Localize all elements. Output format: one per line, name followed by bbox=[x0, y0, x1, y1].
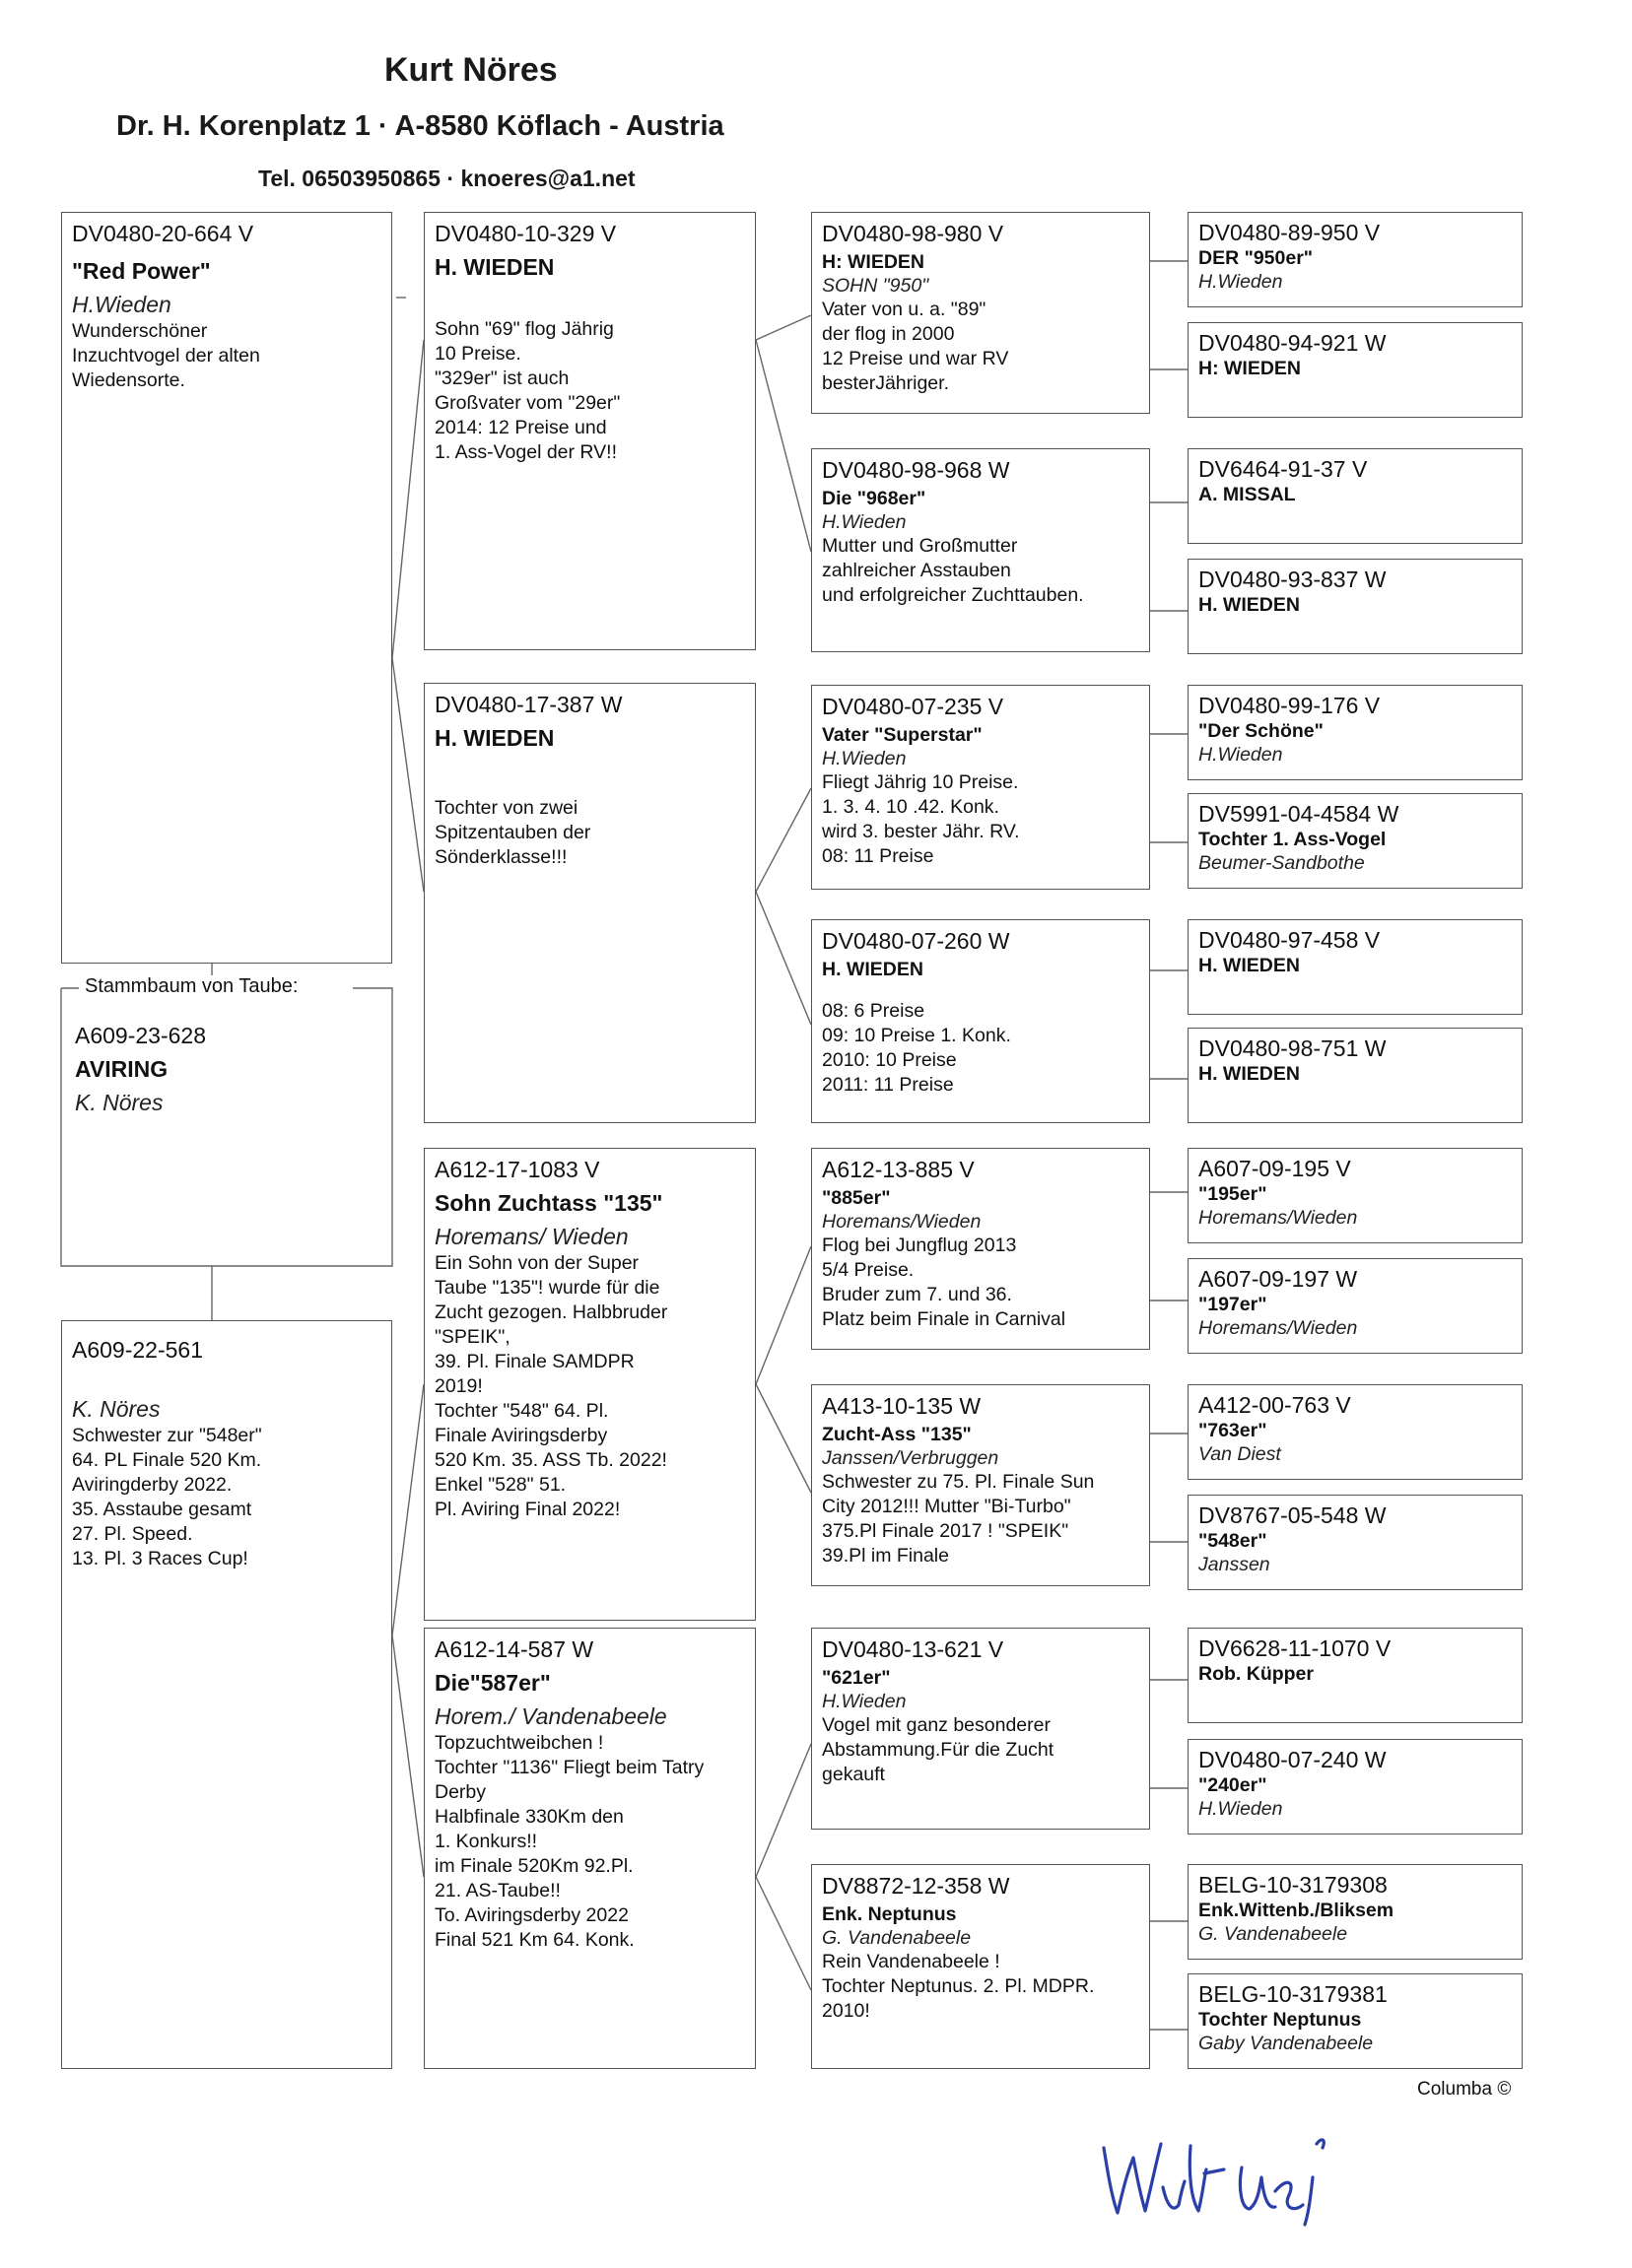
pigeon-name: Sohn Zuchtass "135" bbox=[435, 1190, 663, 1216]
pigeon-name: A. MISSAL bbox=[1198, 484, 1296, 505]
breeder: Van Diest bbox=[1198, 1443, 1281, 1465]
breeder: K. Nöres bbox=[72, 1396, 161, 1422]
ring-number: BELG-10-3179381 bbox=[1198, 1981, 1388, 2007]
ring-number: DV0480-17-387 W bbox=[435, 692, 623, 717]
breeder: G. Vandenabeele bbox=[822, 1927, 972, 1949]
ring-number: A413-10-135 W bbox=[822, 1393, 982, 1419]
pigeon-name: "195er" bbox=[1198, 1183, 1267, 1205]
ring-number: DV0480-07-240 W bbox=[1198, 1747, 1387, 1772]
great-grandparent-card bbox=[811, 212, 1150, 414]
note: 08: 6 Preise 09: 10 Preise 1. Konk. 2010: 10 Preise 2011: 11 Preise bbox=[822, 1000, 1011, 1096]
ring-number: DV0480-07-260 W bbox=[822, 928, 1010, 954]
note: Tochter von zwei Spitzentauben der Sönderklasse!!! bbox=[435, 797, 591, 868]
gen4-card bbox=[1188, 919, 1523, 1015]
ring-number: DV8872-12-358 W bbox=[822, 1873, 1010, 1899]
breeder: H.Wieden bbox=[822, 511, 907, 533]
ring-number: DV0480-98-980 V bbox=[822, 221, 1004, 246]
gen4-card bbox=[1188, 793, 1523, 889]
pigeon-name: "885er" bbox=[822, 1187, 891, 1209]
note: Fliegt Jährig 10 Preise. 1. 3. 4. 10 .42. Konk. wird 3. bester Jähr. RV. 08: 11 Preise bbox=[822, 771, 1020, 867]
note: Vater von u. a. "89" der flog in 2000 12 Preise und war RV besterJähriger. bbox=[822, 299, 1009, 394]
pigeon-name: Vater "Superstar" bbox=[822, 724, 983, 746]
breeder: Gaby Vandenabeele bbox=[1198, 2033, 1374, 2054]
grandparent-card bbox=[424, 212, 756, 650]
pigeon-name: "548er" bbox=[1198, 1530, 1267, 1552]
gen4-card bbox=[1188, 1973, 1523, 2069]
pigeon-name: Die"587er" bbox=[435, 1670, 551, 1696]
gen4-card bbox=[1188, 448, 1523, 544]
ring-number: DV0480-89-950 V bbox=[1198, 220, 1381, 245]
ring-number: DV8767-05-548 W bbox=[1198, 1502, 1387, 1528]
subject-card bbox=[65, 1015, 388, 1261]
note: Rein Vandenabeele ! Tochter Neptunus. 2. Pl. MDPR. 2010! bbox=[822, 1951, 1095, 2022]
ring-number: DV6628-11-1070 V bbox=[1198, 1635, 1392, 1661]
grandparent-card bbox=[424, 1628, 756, 2069]
pigeon-name: H. WIEDEN bbox=[435, 254, 555, 280]
breeder: H.Wieden bbox=[1198, 744, 1283, 766]
note: Sohn "69" flog Jährig 10 Preise. "329er" ist auch Großvater vom "29er" 2014: 12 Preise und 1. Ass-Vogel der RV!! bbox=[435, 318, 621, 463]
breeder: Horemans/Wieden bbox=[822, 1211, 982, 1233]
breeder: G. Vandenabeele bbox=[1198, 1923, 1348, 1945]
great-grandparent-card bbox=[811, 1628, 1150, 1830]
great-grandparent-card bbox=[811, 448, 1150, 652]
gen4-card bbox=[1188, 1739, 1523, 1834]
pigeon-name: H. WIEDEN bbox=[1198, 955, 1300, 976]
ring-number: DV0480-98-968 W bbox=[822, 457, 1010, 483]
handwritten-signature bbox=[1094, 2118, 1350, 2227]
ring-number: DV0480-98-751 W bbox=[1198, 1035, 1387, 1061]
copyright-label: Columba © bbox=[1417, 2079, 1512, 2100]
pigeon-name: Tochter 1. Ass-Vogel bbox=[1198, 829, 1387, 850]
pigeon-name: "Red Power" bbox=[72, 258, 211, 284]
ring-number: DV0480-07-235 V bbox=[822, 694, 1004, 719]
gen4-card bbox=[1188, 1148, 1523, 1243]
note: Schwester zu 75. Pl. Finale Sun City 2012!!! Mutter "Bi-Turbo" 375.Pl Finale 2017 ! "SPEIK" 39.Pl im Finale bbox=[822, 1471, 1095, 1567]
pigeon-name: H. WIEDEN bbox=[1198, 1063, 1300, 1085]
gen4-card bbox=[1188, 1028, 1523, 1123]
pigeon-name: "197er" bbox=[1198, 1294, 1267, 1315]
ring-number: DV0480-97-458 V bbox=[1198, 927, 1381, 953]
breeder: K. Nöres bbox=[75, 1090, 164, 1115]
ring-number: A609-23-628 bbox=[75, 1023, 206, 1048]
pigeon-name: "240er" bbox=[1198, 1774, 1267, 1796]
breeder: Horemans/ Wieden bbox=[435, 1224, 629, 1249]
note: Wunderschöner Inzuchtvogel der alten Wiedensorte. bbox=[72, 320, 260, 391]
gen4-card bbox=[1188, 1628, 1523, 1723]
breeder: H.Wieden bbox=[822, 748, 907, 769]
great-grandparent-card bbox=[811, 1384, 1150, 1586]
breeder: Horem./ Vandenabeele bbox=[435, 1703, 667, 1729]
pigeon-name: AVIRING bbox=[75, 1056, 169, 1082]
gen4-card bbox=[1188, 322, 1523, 418]
pigeon-name: Enk.Wittenb./Bliksem bbox=[1198, 1900, 1394, 1921]
ring-number: DV0480-93-837 W bbox=[1198, 567, 1387, 592]
owner-name: Kurt Nöres bbox=[384, 51, 558, 89]
breeder: H.Wieden bbox=[822, 1691, 907, 1712]
great-grandparent-card bbox=[811, 1864, 1150, 2069]
grandparent-card bbox=[424, 1148, 756, 1621]
pigeon-name: H. WIEDEN bbox=[1198, 594, 1300, 616]
pigeon-name: H: WIEDEN bbox=[1198, 358, 1301, 379]
ring-number: DV6464-91-37 V bbox=[1198, 456, 1368, 482]
owner-address: Dr. H. Korenplatz 1 · A-8580 Köflach - Austria bbox=[116, 110, 724, 142]
pigeon-name: Rob. Küpper bbox=[1198, 1663, 1314, 1685]
note: Vogel mit ganz besonderer Abstammung.Für die Zucht gekauft bbox=[822, 1714, 1054, 1785]
note: Flog bei Jungflug 2013 5/4 Preise. Bruder zum 7. und 36. Platz beim Finale in Carnival bbox=[822, 1234, 1066, 1330]
ring-number: A607-09-195 V bbox=[1198, 1156, 1351, 1181]
pigeon-name: DER "950er" bbox=[1198, 247, 1314, 269]
breeder: Janssen/Verbruggen bbox=[822, 1447, 999, 1469]
breeder: H.Wieden bbox=[1198, 1798, 1283, 1820]
ring-number: DV0480-94-921 W bbox=[1198, 330, 1387, 356]
breeder: Horemans/Wieden bbox=[1198, 1207, 1358, 1229]
ring-number: A612-17-1083 V bbox=[435, 1157, 600, 1182]
breeder: SOHN "950" bbox=[822, 275, 929, 297]
note: Topzuchtweibchen ! Tochter "1136" Fliegt beim Tatry Derby Halbfinale 330Km den 1. Konkurs!! im Finale 520Km 92.Pl. 21. AS-Taube!! To. Aviringsderby 2022 Final 521 Km 64. Konk. bbox=[435, 1732, 705, 1951]
ring-number: A609-22-561 bbox=[72, 1337, 203, 1363]
pigeon-name: Enk. Neptunus bbox=[822, 1903, 957, 1925]
mother-card bbox=[61, 1320, 392, 2069]
ring-number: DV5991-04-4584 W bbox=[1198, 801, 1399, 827]
ring-number: DV0480-13-621 V bbox=[822, 1636, 1004, 1662]
gen4-card bbox=[1188, 1258, 1523, 1354]
ring-number: BELG-10-3179308 bbox=[1198, 1872, 1388, 1898]
ring-number: DV0480-10-329 V bbox=[435, 221, 617, 246]
pigeon-name: Zucht-Ass "135" bbox=[822, 1424, 972, 1445]
gen4-card bbox=[1188, 1495, 1523, 1590]
breeder: H.Wieden bbox=[1198, 271, 1283, 293]
note: Mutter und Großmutter zahlreicher Asstauben und erfolgreicher Zuchttauben. bbox=[822, 535, 1084, 606]
pigeon-name: "621er" bbox=[822, 1667, 891, 1689]
breeder: Horemans/Wieden bbox=[1198, 1317, 1358, 1339]
ring-number: A607-09-197 W bbox=[1198, 1266, 1358, 1292]
grandparent-card bbox=[424, 683, 756, 1123]
gen4-card bbox=[1188, 1864, 1523, 1960]
pigeon-name: H: WIEDEN bbox=[822, 251, 924, 273]
pigeon-name: "763er" bbox=[1198, 1420, 1267, 1441]
great-grandparent-card bbox=[811, 1148, 1150, 1350]
ring-number: DV0480-20-664 V bbox=[72, 221, 254, 246]
ring-number: A612-14-587 W bbox=[435, 1636, 594, 1662]
pigeon-name: "Der Schöne" bbox=[1198, 720, 1324, 742]
gen4-card bbox=[1188, 1384, 1523, 1480]
great-grandparent-card bbox=[811, 685, 1150, 890]
pigeon-name: Die "968er" bbox=[822, 488, 926, 509]
note: Ein Sohn von der Super Taube "135"! wurde für die Zucht gezogen. Halbbruder "SPEIK", 39. Pl. Finale SAMDPR 2019! Tochter "548" 64. Pl. Finale Aviringsderby 520 Km. 35. ASS Tb. 2022! Enkel "528" 51. Pl. Aviring Final 2022! bbox=[435, 1252, 668, 1520]
ring-number: A412-00-763 V bbox=[1198, 1392, 1351, 1418]
pigeon-name: H. WIEDEN bbox=[822, 959, 923, 980]
gen4-card bbox=[1188, 559, 1523, 654]
father-card bbox=[61, 212, 392, 964]
note: Schwester zur "548er" 64. PL Finale 520 Km. Aviringderby 2022. 35. Asstaube gesamt 27. Pl. Speed. 13. Pl. 3 Races Cup! bbox=[72, 1425, 262, 1569]
ring-number: DV0480-99-176 V bbox=[1198, 693, 1381, 718]
breeder: Beumer-Sandbothe bbox=[1198, 852, 1365, 874]
gen4-card bbox=[1188, 685, 1523, 780]
gen4-card bbox=[1188, 212, 1523, 307]
owner-contact: Tel. 06503950865 · knoeres@a1.net bbox=[258, 166, 636, 191]
great-grandparent-card bbox=[811, 919, 1150, 1123]
breeder: Janssen bbox=[1198, 1554, 1270, 1575]
pigeon-name: Tochter Neptunus bbox=[1198, 2009, 1362, 2031]
ring-number: A612-13-885 V bbox=[822, 1157, 975, 1182]
pigeon-name: H. WIEDEN bbox=[435, 725, 555, 751]
pedigree-label: Stammbaum von Taube: bbox=[79, 975, 304, 998]
breeder: H.Wieden bbox=[72, 292, 171, 317]
